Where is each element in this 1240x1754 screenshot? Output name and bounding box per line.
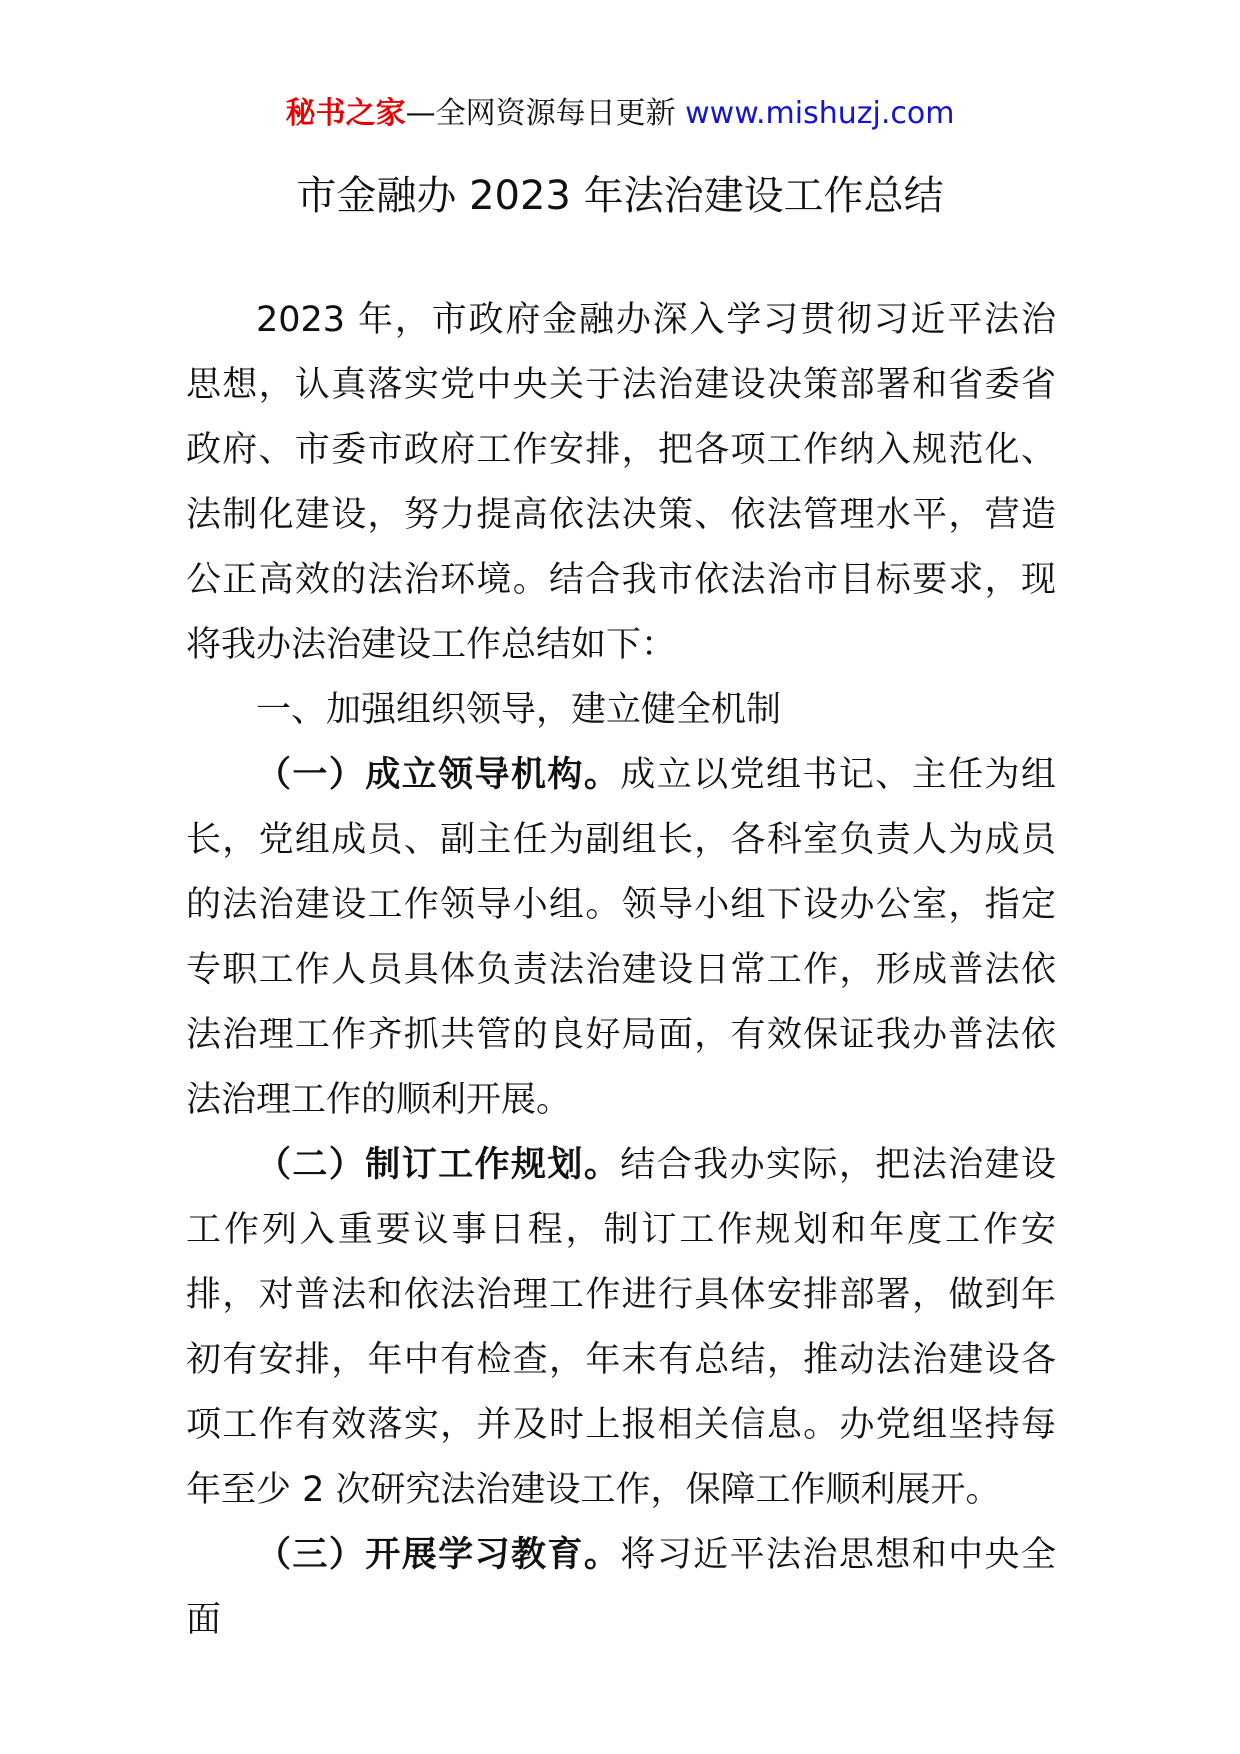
watermark-header <box>0 94 1240 134</box>
paragraph-item-3 <box>186 1523 1056 1653</box>
brand-name: 秘书之家 <box>285 96 406 131</box>
sub-heading-label: （一）成立领导机构。 <box>256 755 621 795</box>
document-title: 市金融办 2023 年法治建设工作总结 <box>296 173 944 219</box>
intro-paragraph: 2023 年，市政府金融办深入学习贯彻习近平法治思想，认真落实党中央关于法治建设决策部署和省委省政府、市委市政府工作安排，把各项工作纳入规范化、法制化建设，努力提高依法决策、依法管理水平，营造公正高效的法治环境。结合我市依法治市目标要求，现将我办法治建设工作总结如下： <box>186 300 1056 665</box>
paragraph-text: 结合我办实际，把法治建设工作列入重要议事日程，制订工作规划和年度工作安排，对普法和依法治理工作进行具体安排部署，做到年初有安排，年中有检查，年末有总结，推动法治建设各项工作有效落实，并及时上报相关信息。办党组坚持每年至少 2 次研究法治建设工作，保障工作顺利展开。 <box>186 1145 1056 1510</box>
site-url-link[interactable]: www.mishuzj.com <box>685 96 955 131</box>
paragraph-item-2 <box>186 1133 1056 1523</box>
sub-heading-label: （三）开展学习教育。 <box>256 1535 621 1575</box>
paragraph-item-1 <box>186 743 1056 1133</box>
paragraph-text: 成立以党组书记、主任为组长，党组成员、副主任为副组长，各科室负责人为成员的法治建设工作领导小组。领导小组下设办公室，指定专职工作人员具体负责法治建设日常工作，形成普法依法治理工作齐抓共管的良好局面，有效保证我办普法依法治理工作的顺利开展。 <box>186 755 1056 1120</box>
sub-heading-label: （二）制订工作规划。 <box>256 1145 621 1185</box>
section-heading: 一、加强组织领导，建立健全机制 <box>256 690 782 730</box>
document-body <box>186 288 1056 1653</box>
paragraph-text: 将习近平法治思想和中央全面 <box>186 1535 1056 1640</box>
tagline: —全网资源每日更新 <box>405 96 676 131</box>
